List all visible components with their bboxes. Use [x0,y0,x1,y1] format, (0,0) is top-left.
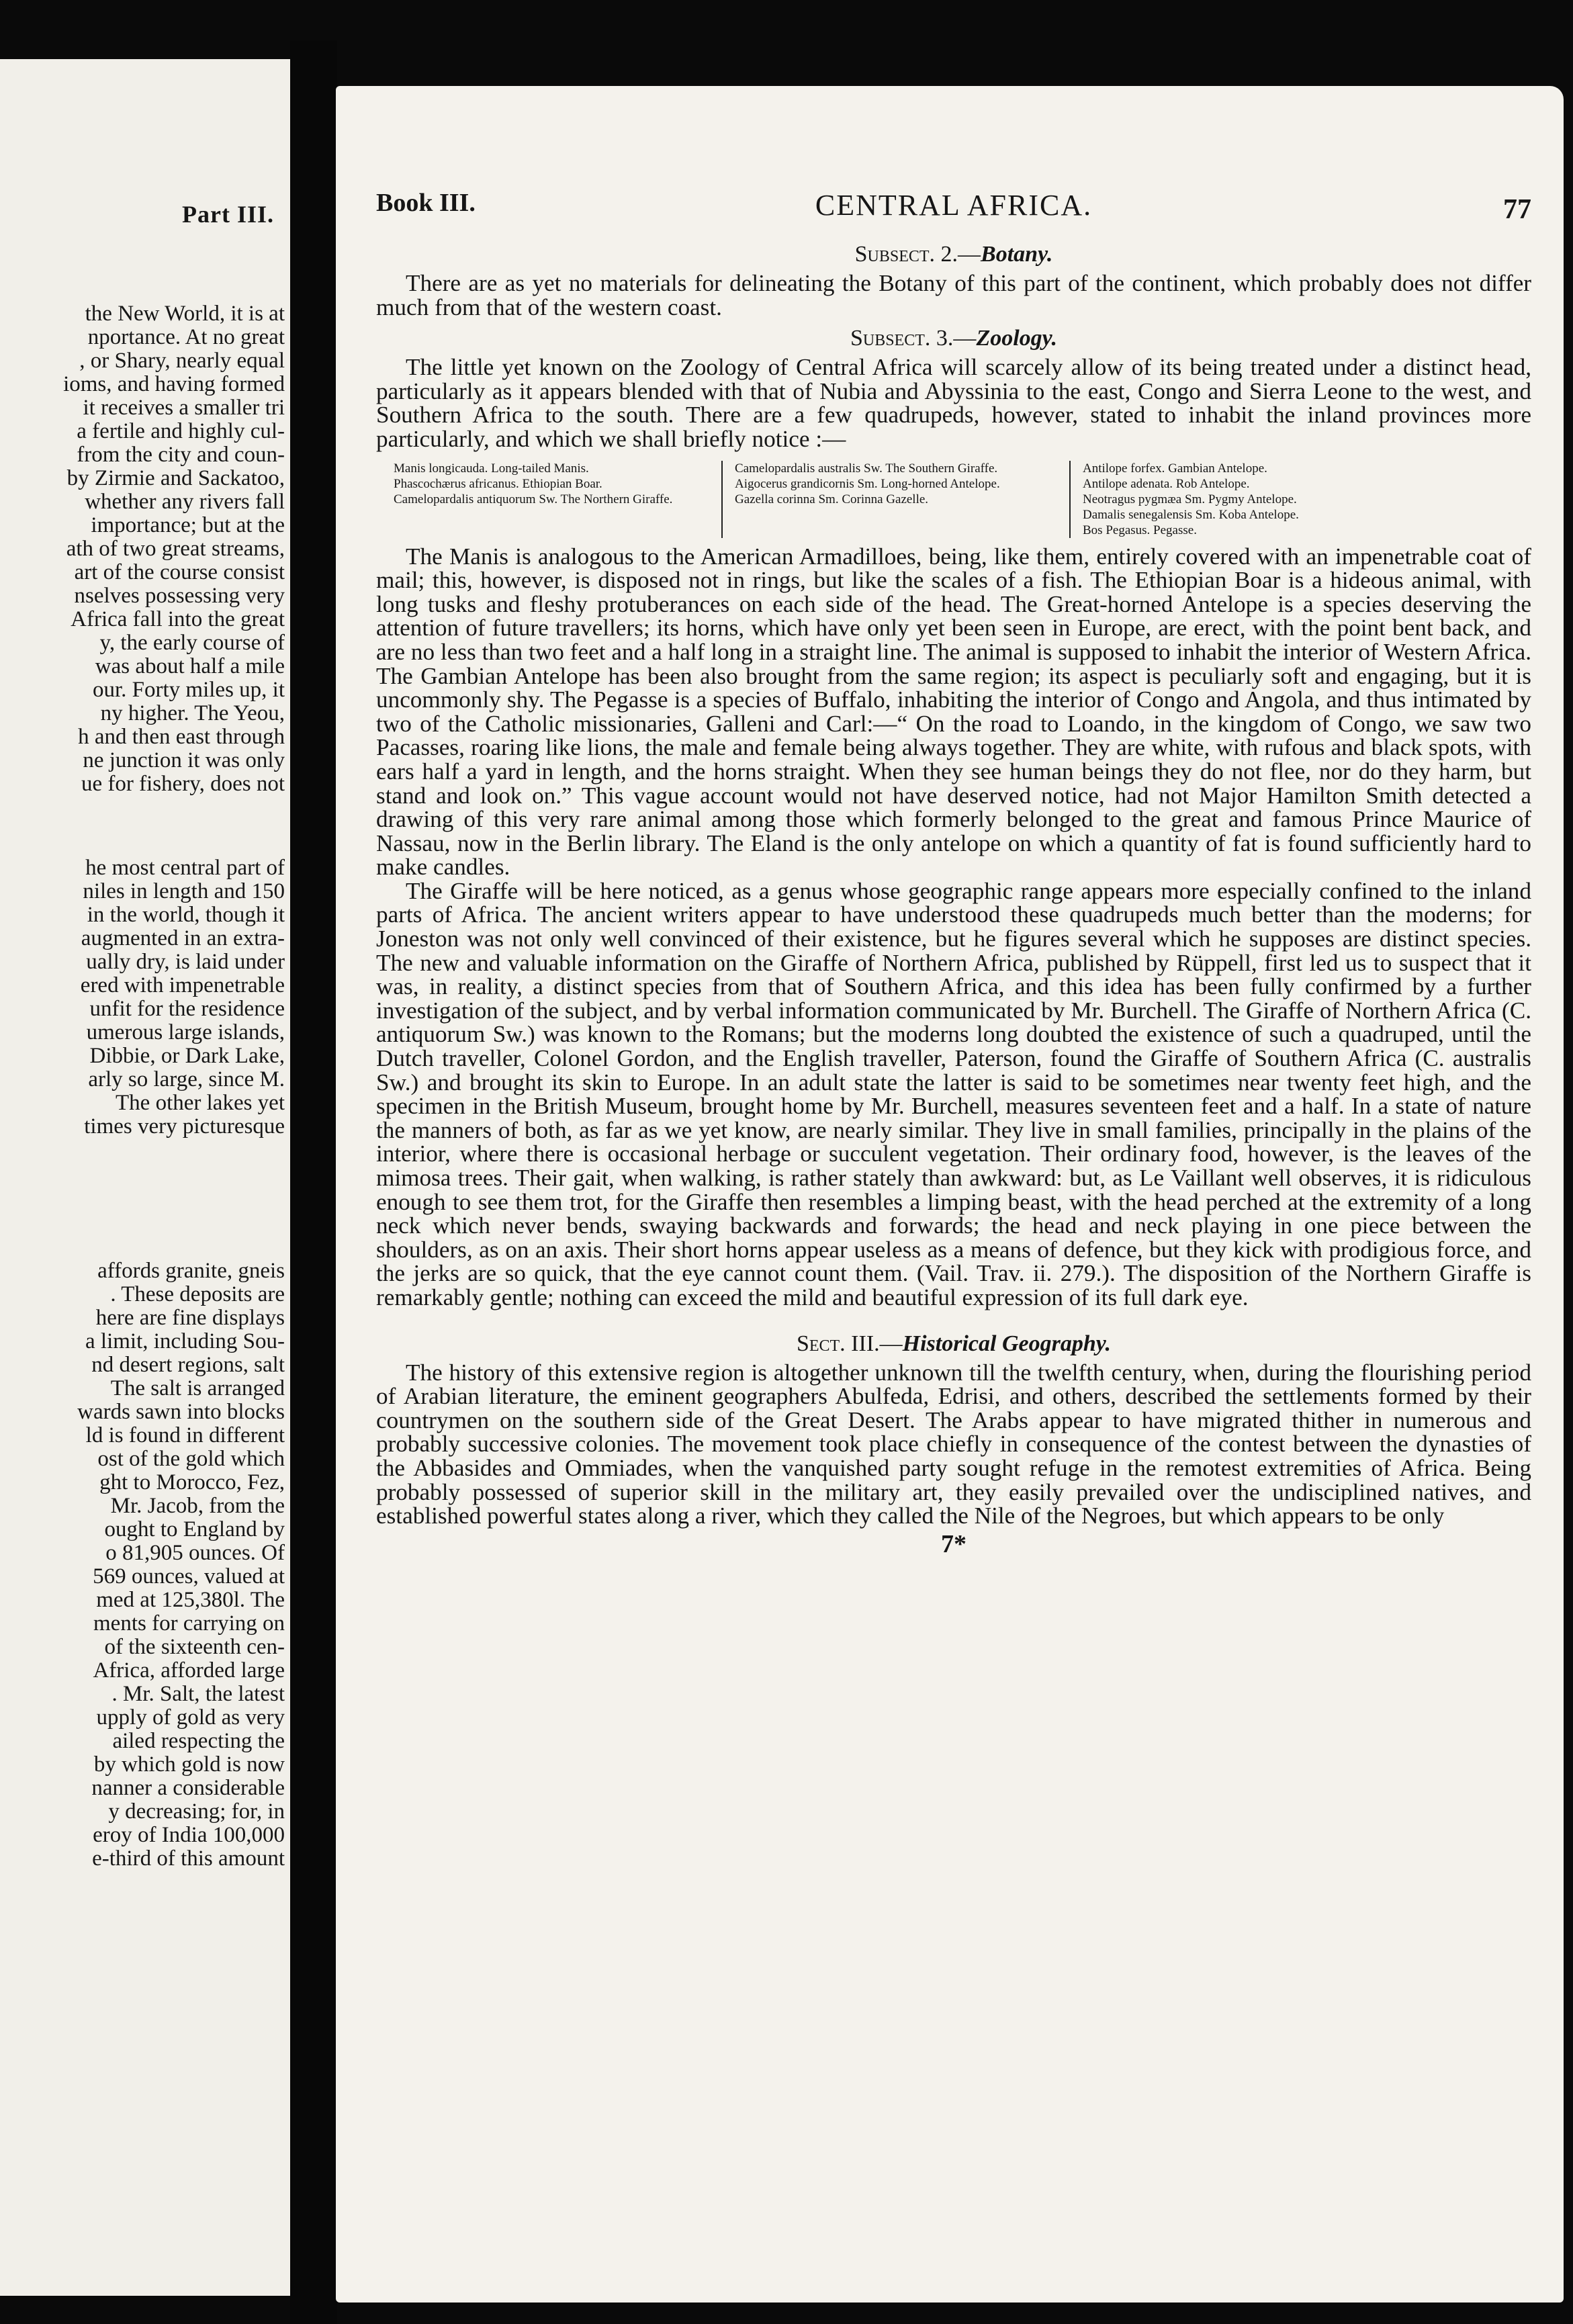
species-entry: Phascochærus africanus. Ethiopian Boar. [394,476,602,491]
left-page-line: umerous large islands, [86,1021,285,1044]
left-page-text [4,302,285,1871]
left-page-line: from the city and coun- [77,443,285,467]
left-page-line: ght to Morocco, Fez, [99,1471,285,1494]
left-page-line [4,1138,285,1199]
left-page-fragment [0,59,290,2296]
left-page-line: . These deposits are [110,1283,285,1306]
left-page-line: The other lakes yet [116,1091,285,1115]
left-page-line: ought to England by [104,1518,285,1541]
book-label: Book III. [376,189,476,217]
left-page-line: ost of the gold which [97,1447,285,1471]
page-title: CENTRAL AFRICA. [815,189,1093,222]
left-page-line: ered with impenetrable [80,974,285,997]
left-page-line: importance; but at the [91,514,285,537]
gutter-shadow [290,40,337,2324]
left-page-line: ue for fishery, does not [81,772,285,796]
left-page-line: by which gold is now [93,1753,285,1777]
left-page-line: Africa, afforded large [93,1659,285,1683]
left-page-line: a fertile and highly cul- [77,420,285,443]
left-page-line: . Mr. Salt, the latest [111,1683,285,1706]
history-paragraph: The history of this extensive region is altogether unknown till the twelfth century, when, during the flourishing period of Arabian literature, the eminent geographers Abulfeda, Edrisi, and others, described the settlements formed by their countrymen on the southern side of the Great Desert. The Arabs appear to have migrated thither in numerous and probably successive colonies. The movement took place chiefly in consequence of the contest between the dynasties of the Abbasides and Ommiades, when the vanquished party sought refuge in the remotest extremities of Africa. Being probably possessed of superior skill in the military art, they easily prevailed over the undisciplined natives, and established powerful states along a river, which they called the Nile of the Negroes, but which appears to be only [376,1359,1531,1529]
running-header [376,188,1531,228]
left-page-line: the New World, it is at [85,302,285,326]
left-page-line: eroy of India 100,000 [93,1824,285,1847]
species-entry: Camelopardalis antiquorum Sw. The Northern Giraffe. [394,492,673,506]
left-page-line: Dibbie, or Dark Lake, [89,1044,285,1068]
left-page-line: , or Shary, nearly equal [79,349,285,373]
species-column [376,461,721,538]
zoology-intro: The little yet known on the Zoology of Central Africa will scarcely allow of its being treated under a distinct head, particularly as it appears blended with that of Nubia and Abyssinia to the east, Congo and Sierra Leone to the west, and Southern Africa to the south. There are a few quadrupeds, however, stated to inhabit the inland provinces more particularly, and which we shall briefly notice :— [376,354,1531,452]
species-entry: Manis longicauda. Long-tailed Manis. [394,461,589,476]
species-entry: Antilope forfex. Gambian Antelope. [1083,461,1267,476]
page-number: 77 [1503,194,1531,225]
left-page-line: affords granite, gneis [97,1259,285,1283]
left-page-line: ath of two great streams, [66,537,285,561]
left-page-line: h and then east through [78,725,285,749]
left-page-line [4,1199,285,1259]
left-page-line: Africa fall into the great [71,608,285,631]
botany-paragraph: There are as yet no materials for delineating the Botany of this part of the continent, which probably does not differ much from that of the western coast. [376,270,1531,320]
left-page-line: our. Forty miles up, it [92,678,285,702]
left-page-line: y decreasing; for, in [108,1800,285,1824]
left-page-line: arly so large, since M. [88,1068,285,1091]
species-entry: Antilope adenata. Rob Antelope. [1083,476,1250,491]
left-page-line: it receives a smaller tri [83,396,285,420]
species-entry: Gazella corinna Sm. Corinna Gazelle. [735,492,929,506]
left-page-line: ments for carrying on [93,1612,285,1636]
left-page-line: ld is found in different [85,1424,285,1447]
history-heading: Sect. III.—Historical Geography. [796,1331,1112,1356]
right-page [336,86,1564,2303]
species-entry: Neotragus pygmæa Sm. Pygmy Antelope. [1083,492,1297,506]
left-page-line: times very picturesque [84,1115,285,1138]
left-page-line: unfit for the residence [89,997,285,1021]
left-page-line: e-third of this amount [92,1847,285,1871]
left-page-line: art of the course consist [74,561,285,584]
left-page-line: Mr. Jacob, from the [110,1494,285,1518]
left-page-line: ioms, and having formed [63,373,285,396]
left-page-line: The salt is arranged [110,1377,285,1400]
left-page-line: o 81,905 ounces. Of [105,1541,285,1565]
species-column [721,461,1069,538]
species-entry: Camelopardalis australis Sw. The Southern Giraffe. [735,461,998,476]
left-page-line: nanner a considerable [91,1777,285,1800]
left-page-line: here are fine displays [95,1306,285,1330]
left-page-line: upply of gold as very [96,1706,285,1730]
left-page-line: nd desert regions, salt [91,1353,285,1377]
left-page-line: ually dry, is laid under [86,950,285,974]
left-page-line: ny higher. The Yeou, [100,702,285,725]
left-page-line: nselves possessing very [74,584,285,608]
left-page-line [4,796,285,856]
left-page-line: whether any rivers fall [85,490,285,514]
left-page-line: augmented in an extra- [81,927,285,950]
species-entry: Bos Pegasus. Pegasse. [1083,523,1197,537]
left-page-line: nportance. At no great [87,326,285,349]
species-entry: Aigocerus grandicornis Sm. Long-horned Antelope. [735,476,1000,491]
species-table [376,461,1531,538]
left-running-head: Part III. [182,201,274,228]
left-page-line: by Zirmie and Sackatoo, [66,467,285,490]
left-page-line: med at 125,380l. The [96,1589,285,1612]
species-column [1069,461,1417,538]
left-page-line: of the sixteenth cen- [104,1636,285,1659]
page-content [376,188,1531,1559]
left-page-line: in the world, though it [87,903,285,927]
left-page-line: ailed respecting the [112,1730,285,1753]
left-page-line: a limit, including Sou- [85,1330,285,1353]
left-page-line: niles in length and 150 [83,880,285,903]
left-page-line: was about half a mile [95,655,285,678]
left-page-line: y, the early course of [99,631,285,655]
left-page-line: wards sawn into blocks [77,1400,285,1424]
left-page-line: he most central part of [85,856,285,880]
species-entry: Damalis senegalensis Sm. Koba Antelope. [1083,507,1299,522]
zoology-paragraph-giraffe: The Giraffe will be here noticed, as a genus whose geographic range appears more especially confined to the inland parts of Africa. The ancient writers appear to have understood these quadrupeds much better than the moderns; for Joneston was not only well convinced of their existence, but he figures several which he supposes are distinct species. The new and valuable information on the Giraffe of Northern Africa, published by Rüppell, first led us to suspect that it was, in reality, a distinct species from that of Southern Africa, and this idea has been fully confirmed by a further investigation of the subject, and by verbal information communicated by Mr. Burchell. The Giraffe of Northern Africa (C. antiquorum Sw.) was known to the Romans; but the moderns long doubted the existence of such a quadruped, until the Dutch traveller, Colonel Gordon, and the English traveller, Paterson, found the Giraffe of Southern Africa (C. australis Sw.) and brought its skin to Europe. In an adult state the latter is said to be sometimes near twenty feet high, and the specimen in the British Museum, brought home by Mr. Burchell, measures seventeen feet and a half. In a state of nature the manners of both, as far as we yet know, are nearly similar. They live in small families, principally in the plains of the interior, where there is occasional herbage or succulent vegetation. Their ordinary food, however, is the leaves of the mimosa trees. Their gait, when walking, is rather stately than awkward: but, as Le Vaillant well observes, it is ridiculous enough to see them trot, for the Giraffe then resembles a limping beast, with the head perched at the extremity of a long neck which never bends, swaying backwards and forwards; the head and neck playing in one piece between the shoulders, as on an axis. Their short horns appear useless as a means of defence, but they kick with prodigious force, and the jerks are so quick, that the eye cannot count them. (Vail. Trav. ii. 279.). The disposition of the Northern Giraffe is remarkably gentle; nothing can exceed the mild and beautiful expression of its full dark eye. [376,877,1531,1310]
zoology-heading: Subsect. 3.—Zoology. [850,326,1057,351]
signature-mark: 7* [941,1529,967,1558]
section-gap [376,1310,1531,1325]
botany-heading: Subsect. 2.—Botany. [854,242,1053,267]
zoology-paragraph-manis: The Manis is analogous to the American Armadilloes, being, like them, entirely covered with an impenetrable coat of mail; this, however, is disposed not in rings, but like the scales of a fish. The Ethiopian Boar is a hideous animal, with long tusks and fleshy protuberances on each side of the head. The Great-horned Antelope is a species deserving the attention of future travellers; its horns, which have only yet been seen in Europe, are erect, with the point bent back, and are no less than two feet and a half long in a straight line. The animal is supposed to inhabit the interior of Western Africa. The Gambian Antelope has been also brought from the same region; its aspect is peculiarly soft and engaging, but it is uncommonly shy. The Pegasse is a species of Buffalo, inhabiting the interior of Congo and Angola, and thus intimated by two of the Catholic missionaries, Galleni and Carl:—“ On the road to Loando, in the kingdom of Congo, we saw two Pacasses, roaring like lions, the male and female being always together. They are white, with rufous and black spots, with ears half a yard in length, and the horns straight. When they see human beings they do not flee, nor do they harm, but stand and look on.” This vague account would not have deserved notice, had not Major Hamilton Smith detected a drawing of this very rare animal among those which formerly belonged to the great and famous Prince Maurice of Nassau, now in the Berlin library. The Eland is the only antelope on which a quantity of fat is found sufficiently hard to make candles. [376,543,1531,881]
left-page-line: ne junction it was only [83,749,285,772]
left-page-line: 569 ounces, valued at [93,1565,285,1589]
